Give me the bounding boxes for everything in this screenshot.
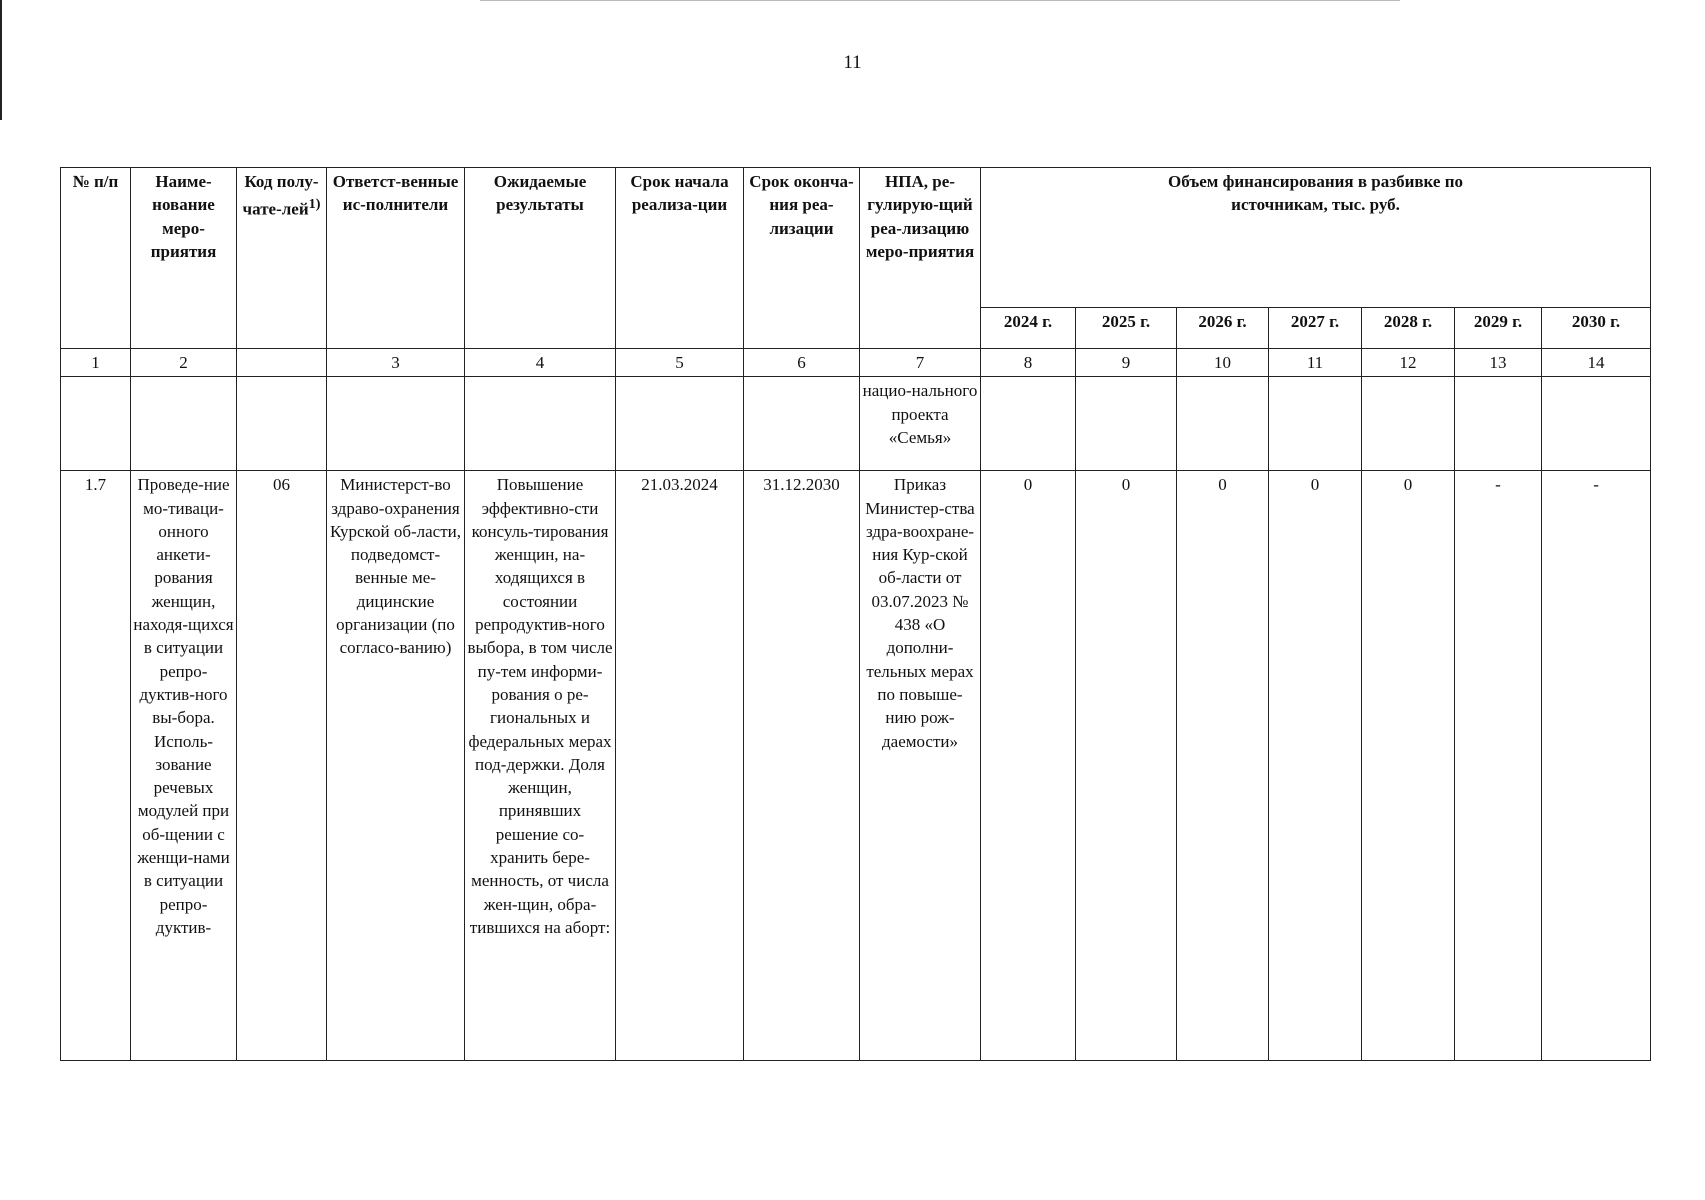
expected-results: Повышение эффективно-сти консуль-тирования женщин, на-ходящихся в состоянии репродуктив-ного выбора, в том числе пу-тем информи-рования о ре-гиональных и федеральных мерах под-держки. Доля женщин, принявших решение со-хранить бере-менность, от числа жен-щин, обра-тившихся на аборт: — [465, 471, 616, 1061]
empty-cell — [744, 377, 860, 471]
column-number: 14 — [1542, 349, 1651, 377]
funding-2024: 0 — [981, 471, 1076, 1061]
empty-cell — [131, 377, 237, 471]
funding-2030: - — [1542, 471, 1651, 1061]
empty-cell — [61, 377, 131, 471]
column-number: 7 — [860, 349, 981, 377]
year-header: 2028 г. — [1362, 308, 1455, 349]
empty-cell — [616, 377, 744, 471]
responsible-executors: Министерст-во здраво-охранения Курской об-ласти, подведомст-венные ме-дицинские организации (по согласо-ванию) — [327, 471, 465, 1061]
start-date: 21.03.2024 — [616, 471, 744, 1061]
funding-2029: - — [1455, 471, 1542, 1061]
column-number: 10 — [1177, 349, 1269, 377]
column-number-row — [61, 349, 1651, 377]
header-number: № п/п — [61, 168, 131, 349]
page-top-line — [480, 0, 1400, 1]
header-name: Наиме-нование меро-приятия — [131, 168, 237, 349]
funding-2025: 0 — [1076, 471, 1177, 1061]
empty-cell — [465, 377, 616, 471]
column-number — [237, 349, 327, 377]
continuation-row — [61, 377, 1651, 471]
year-header: 2030 г. — [1542, 308, 1651, 349]
funding-2026: 0 — [1177, 471, 1269, 1061]
measures-table — [60, 167, 1651, 1061]
empty-cell — [981, 377, 1076, 471]
header-start-date: Срок начала реализа-ции — [616, 168, 744, 349]
header-funding: Объем финансирования в разбивке по источникам, тыс. руб. — [981, 168, 1651, 308]
column-number: 12 — [1362, 349, 1455, 377]
column-number: 4 — [465, 349, 616, 377]
empty-cell — [1362, 377, 1455, 471]
header-results: Ожидаемые результаты — [465, 168, 616, 349]
continuation-npa: нацио-нального проекта «Семья» — [860, 377, 981, 471]
column-number: 8 — [981, 349, 1076, 377]
column-number: 1 — [61, 349, 131, 377]
table-row-1-7 — [61, 471, 1651, 1061]
year-header: 2024 г. — [981, 308, 1076, 349]
header-recipient-code: Код полу-чате-лей$^{1)}$ — [237, 168, 327, 349]
funding-2028: 0 — [1362, 471, 1455, 1061]
end-date: 31.12.2030 — [744, 471, 860, 1061]
regulatory-act: Приказ Министер-ства здра-воохране-ния Кур-ской об-ласти от 03.07.2023 № 438 «О дополни-тельных мерах по повыше-нию рож-даемости» — [860, 471, 981, 1061]
empty-cell — [1177, 377, 1269, 471]
empty-cell — [1269, 377, 1362, 471]
funding-2027: 0 — [1269, 471, 1362, 1061]
row-number: 1.7 — [61, 471, 131, 1061]
measure-name: Проведе-ние мо-тиваци-онного анкети-рования женщин, находя-щихся в ситуации репро-дуктив-ного вы-бора. Исполь-зование речевых модулей при об-щении с женщи-нами в ситуации репро-дуктив- — [131, 471, 237, 1061]
empty-cell — [327, 377, 465, 471]
header-responsible: Ответст-венные ис-полнители — [327, 168, 465, 349]
column-number: 11 — [1269, 349, 1362, 377]
header-end-date: Срок оконча-ния реа-лизации — [744, 168, 860, 349]
header-npa: НПА, ре-гулирую-щий реа-лизацию меро-приятия — [860, 168, 981, 349]
column-number: 6 — [744, 349, 860, 377]
column-number: 9 — [1076, 349, 1177, 377]
column-number: 5 — [616, 349, 744, 377]
year-header: 2025 г. — [1076, 308, 1177, 349]
column-number: 3 — [327, 349, 465, 377]
footnote-marker: 1) — [308, 196, 321, 213]
empty-cell — [1076, 377, 1177, 471]
year-header: 2029 г. — [1455, 308, 1542, 349]
column-number: 2 — [131, 349, 237, 377]
empty-cell — [1455, 377, 1542, 471]
empty-cell — [1542, 377, 1651, 471]
table-header-row — [61, 168, 1651, 308]
column-number: 13 — [1455, 349, 1542, 377]
recipient-code: 06 — [237, 471, 327, 1061]
page-number: 11 — [843, 52, 862, 73]
year-header: 2027 г. — [1269, 308, 1362, 349]
empty-cell — [237, 377, 327, 471]
year-header: 2026 г. — [1177, 308, 1269, 349]
